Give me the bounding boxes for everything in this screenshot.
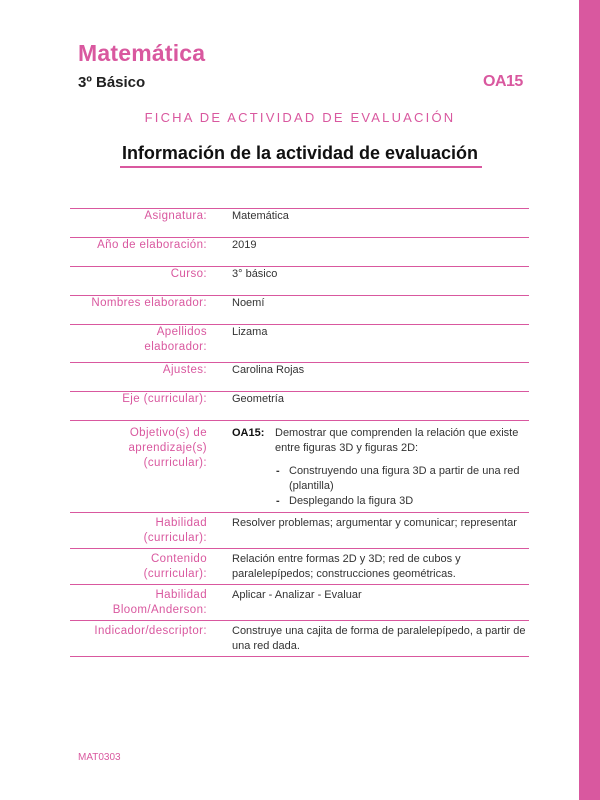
label-bloom: [70, 585, 210, 621]
label-objetivo-line1: Objetivo(s) de: [129, 427, 207, 439]
value-anio: 2019: [210, 238, 529, 267]
objective-bullets: [232, 464, 529, 509]
label-apellidos: [70, 325, 210, 363]
row-ajustes: [70, 363, 529, 392]
oa-code: OA15:: [232, 427, 265, 439]
label-habilidad-line2: (curricular):: [143, 532, 207, 544]
row-apellidos: [70, 325, 529, 363]
oa-text: Demostrar que comprenden la relación que existe entre figuras 3D y figuras 2D:: [275, 427, 519, 454]
value-ajustes: Carolina Rojas: [210, 363, 529, 392]
value-contenido: Relación entre formas 2D y 3D; red de cubos y paralelepípedos; construcciones geométricas.: [210, 549, 529, 585]
document-code: MAT0303: [78, 752, 121, 763]
list-item: - Desplegando la figura 3D: [289, 494, 529, 509]
info-table: [70, 208, 529, 657]
grade-label: 3º Básico: [78, 74, 146, 91]
objective-code: OA15: [483, 73, 523, 90]
row-nombres: [70, 296, 529, 325]
label-bloom-line1: Habilidad: [155, 589, 207, 601]
row-objetivo: [70, 421, 529, 513]
list-item: - Construyendo una figura 3D a partir de una red (plantilla): [289, 464, 529, 494]
value-eje: Geometría: [210, 392, 529, 421]
label-curso: Curso:: [70, 267, 210, 296]
value-curso: 3° básico: [210, 267, 529, 296]
label-habilidad-line1: Habilidad: [155, 517, 207, 529]
page-title: Información de la actividad de evaluación: [121, 143, 479, 163]
row-eje: [70, 392, 529, 421]
title-underline: [120, 166, 482, 168]
label-apellidos-line1: Apellidos: [156, 326, 207, 338]
row-indicador: [70, 621, 529, 657]
value-objetivo: [210, 421, 529, 513]
label-contenido-line2: (curricular):: [143, 568, 207, 580]
label-apellidos-line2: elaborador:: [144, 341, 207, 353]
row-habilidad: [70, 513, 529, 549]
label-indicador: Indicador/descriptor:: [70, 621, 210, 657]
label-anio: Año de elaboración:: [70, 238, 210, 267]
label-ajustes: Ajustes:: [70, 363, 210, 392]
label-bloom-line2: Bloom/Anderson:: [112, 604, 207, 616]
value-indicador: Construye una cajita de forma de paralelepípedo, a partir de una red dada.: [210, 621, 529, 657]
label-objetivo-line2: aprendizaje(s): [128, 442, 207, 454]
row-asignatura: [70, 209, 529, 238]
label-nombres: Nombres elaborador:: [70, 296, 210, 325]
subject-title: Matemática: [78, 40, 206, 66]
label-objetivo: [70, 421, 210, 513]
row-contenido: [70, 549, 529, 585]
row-anio: [70, 238, 529, 267]
value-habilidad: Resolver problemas; argumentar y comunicar; representar: [210, 513, 529, 549]
fiche-label: FICHA DE ACTIVIDAD DE EVALUACIÓN: [144, 110, 456, 125]
value-nombres: Noemí: [210, 296, 529, 325]
label-contenido: [70, 549, 210, 585]
objective-statement: [232, 426, 529, 456]
row-curso: [70, 267, 529, 296]
value-apellidos: Lizama: [210, 325, 529, 363]
label-eje: Eje (curricular):: [70, 392, 210, 421]
label-objetivo-line3: (curricular):: [143, 457, 207, 469]
label-asignatura: Asignatura:: [70, 209, 210, 238]
value-asignatura: Matemática: [210, 209, 529, 238]
label-contenido-line1: Contenido: [150, 553, 207, 565]
row-bloom: [70, 585, 529, 621]
value-bloom: Aplicar - Analizar - Evaluar: [210, 585, 529, 621]
label-habilidad: [70, 513, 210, 549]
